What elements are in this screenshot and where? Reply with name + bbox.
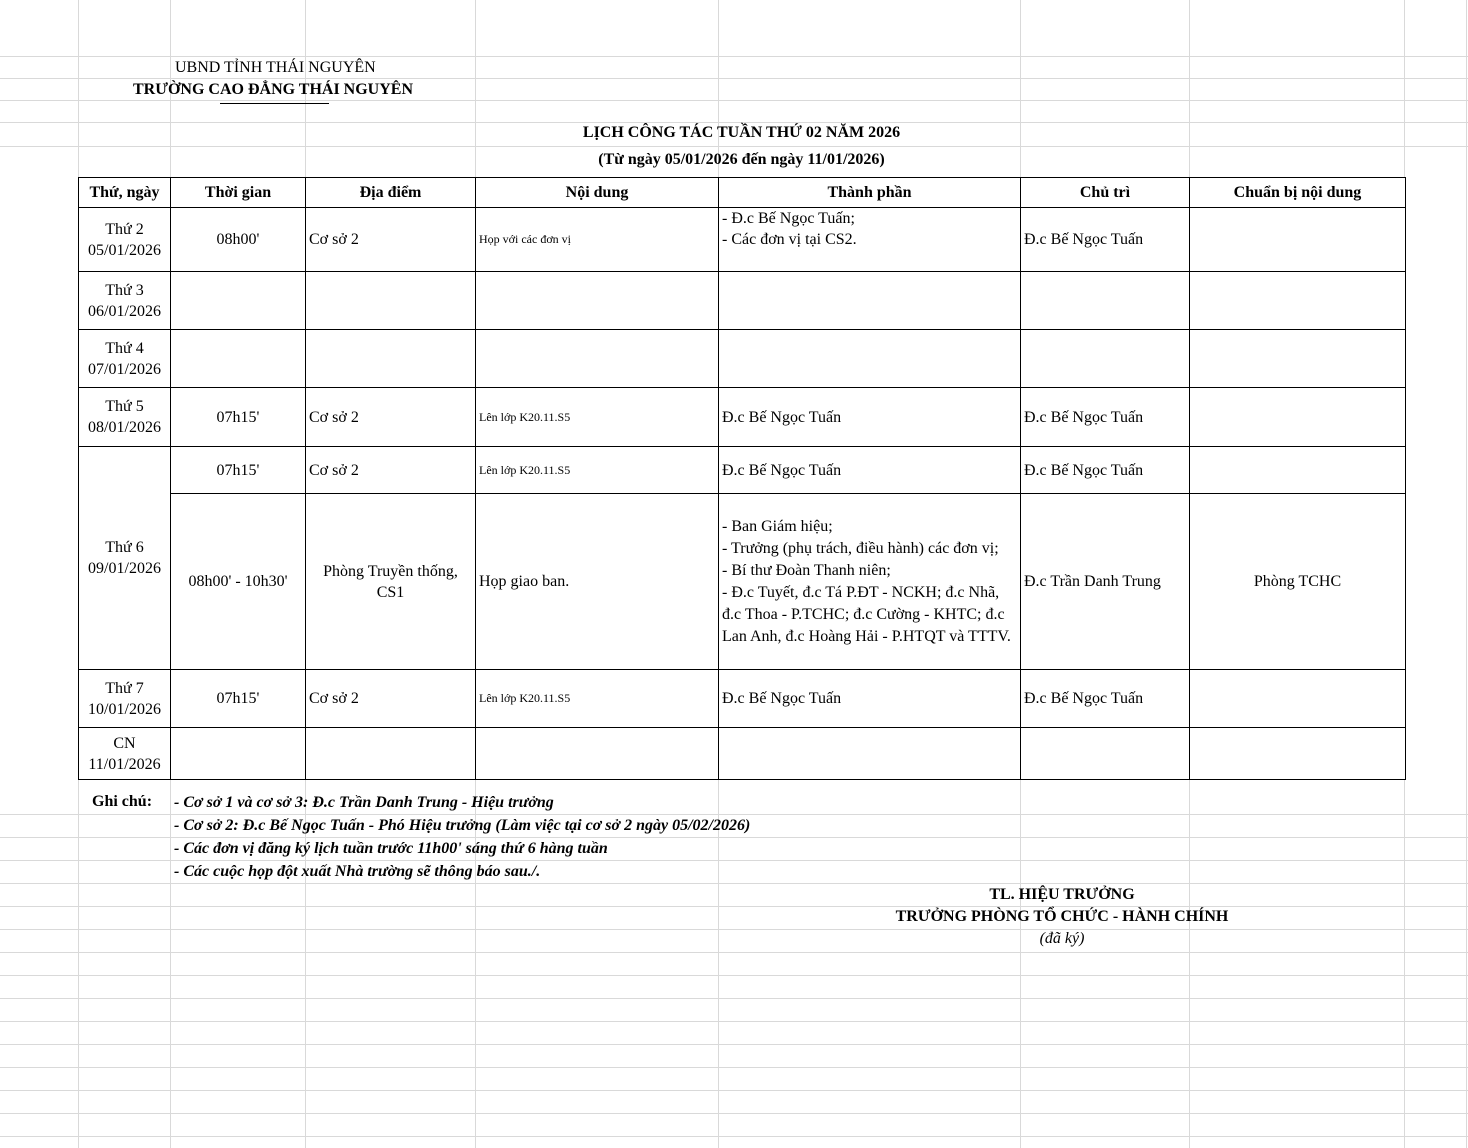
note-item: - Các cuộc họp đột xuất Nhà trường sẽ thông báo sau./. [174,863,541,880]
col-header-content: Nội dung [476,178,719,208]
content-cell [476,272,719,330]
table-row [79,272,1406,330]
col-header-day: Thứ, ngày [79,178,171,208]
chair-cell: Đ.c Bế Ngọc Tuấn [1021,447,1190,494]
place-cell [306,272,476,330]
page-title: LỊCH CÔNG TÁC TUẦN THỨ 02 NĂM 2026 [582,124,901,141]
agency-name: UBND TỈNH THÁI NGUYÊN [175,59,376,76]
members-cell [719,728,1021,780]
members-cell [719,330,1021,388]
day-cell: Thứ 5 08/01/2026 [79,388,171,447]
time-cell [171,272,306,330]
table-row [79,447,1406,494]
day-cell: Thứ 3 06/01/2026 [79,272,171,330]
members-cell: - Ban Giám hiệu; - Trưởng (phụ trách, điều hành) các đơn vị; - Bí thư Đoàn Thanh niên; - Đ.c Tuyết, đ.c Tá P.ĐT - NCKH; đ.c Nhã, đ.c Thoa - P.TCHC; đ.c Cường - KHTC; đ.c Lan Anh, đ.c Hoàng Hải - P.HTQT và TTTV. [719,494,1021,670]
notes-label: Ghi chú: [92,793,153,810]
day-cell: CN 11/01/2026 [79,728,171,780]
chair-cell: Đ.c Bế Ngọc Tuấn [1021,208,1190,272]
col-header-time: Thời gian [171,178,306,208]
note-item: - Cơ sở 2: Đ.c Bế Ngọc Tuấn - Phó Hiệu trưởng (Làm việc tại cơ sở 2 ngày 05/02/2026) [174,817,751,834]
content-cell [476,728,719,780]
prep-cell [1190,388,1406,447]
content-cell: Họp giao ban. [476,494,719,670]
col-header-prep: Chuẩn bị nội dung [1190,178,1406,208]
table-row [79,330,1406,388]
content-cell [476,330,719,388]
time-cell: 08h00' - 10h30' [171,494,306,670]
time-cell: 08h00' [171,208,306,272]
note-item: - Các đơn vị đăng ký lịch tuần trước 11h00' sáng thứ 6 hàng tuần [174,840,608,857]
date-range: (Từ ngày 05/01/2026 đến ngày 11/01/2026) [598,151,885,168]
prep-cell [1190,330,1406,388]
day-cell: Thứ 7 10/01/2026 [79,670,171,728]
prep-cell [1190,447,1406,494]
place-cell [306,728,476,780]
members-cell [719,272,1021,330]
chair-cell: Đ.c Bế Ngọc Tuấn [1021,670,1190,728]
place-cell: Cơ sở 2 [306,388,476,447]
members-cell: Đ.c Bế Ngọc Tuấn [719,670,1021,728]
content-cell: Lên lớp K20.11.S5 [476,388,719,447]
table-row [79,388,1406,447]
col-header-place: Địa điểm [306,178,476,208]
prep-cell [1190,670,1406,728]
signature-department: TRƯỞNG PHÒNG TỔ CHỨC - HÀNH CHÍNH [895,908,1229,925]
chair-cell: Đ.c Trần Danh Trung [1021,494,1190,670]
prep-cell [1190,728,1406,780]
col-header-chair: Chủ trì [1021,178,1190,208]
schedule-table [78,177,1406,780]
signature-title: TL. HIỆU TRƯỞNG [989,886,1135,903]
chair-cell [1021,728,1190,780]
table-header-row [79,178,1406,208]
chair-cell [1021,272,1190,330]
time-cell [171,728,306,780]
members-cell: - Đ.c Bế Ngọc Tuấn; - Các đơn vị tại CS2. [719,208,1021,272]
header-underline [220,103,329,104]
time-cell: 07h15' [171,388,306,447]
content-cell: Họp với các đơn vị [476,208,719,272]
table-row [79,670,1406,728]
chair-cell: Đ.c Bế Ngọc Tuấn [1021,388,1190,447]
members-cell: Đ.c Bế Ngọc Tuấn [719,447,1021,494]
time-cell [171,330,306,388]
day-cell: Thứ 2 05/01/2026 [79,208,171,272]
time-cell: 07h15' [171,447,306,494]
place-cell: Cơ sở 2 [306,447,476,494]
table-row [79,494,1406,670]
content-cell: Lên lớp K20.11.S5 [476,670,719,728]
table-row [79,728,1406,780]
place-cell: Cơ sở 2 [306,208,476,272]
chair-cell [1021,330,1190,388]
content-cell: Lên lớp K20.11.S5 [476,447,719,494]
note-item: - Cơ sở 1 và cơ sở 3: Đ.c Trần Danh Trung - Hiệu trưởng [174,794,554,811]
prep-cell: Phòng TCHC [1190,494,1406,670]
table-row [79,208,1406,272]
prep-cell [1190,208,1406,272]
members-cell: Đ.c Bế Ngọc Tuấn [719,388,1021,447]
signature-status: (đã ký) [1039,930,1085,947]
place-cell: Cơ sở 2 [306,670,476,728]
time-cell: 07h15' [171,670,306,728]
prep-cell [1190,272,1406,330]
day-cell: Thứ 4 07/01/2026 [79,330,171,388]
place-cell: Phòng Truyền thống, CS1 [306,494,476,670]
place-cell [306,330,476,388]
col-header-members: Thành phần [719,178,1021,208]
day-cell: Thứ 6 09/01/2026 [79,447,171,670]
school-name: TRƯỜNG CAO ĐẲNG THÁI NGUYÊN [133,81,414,98]
